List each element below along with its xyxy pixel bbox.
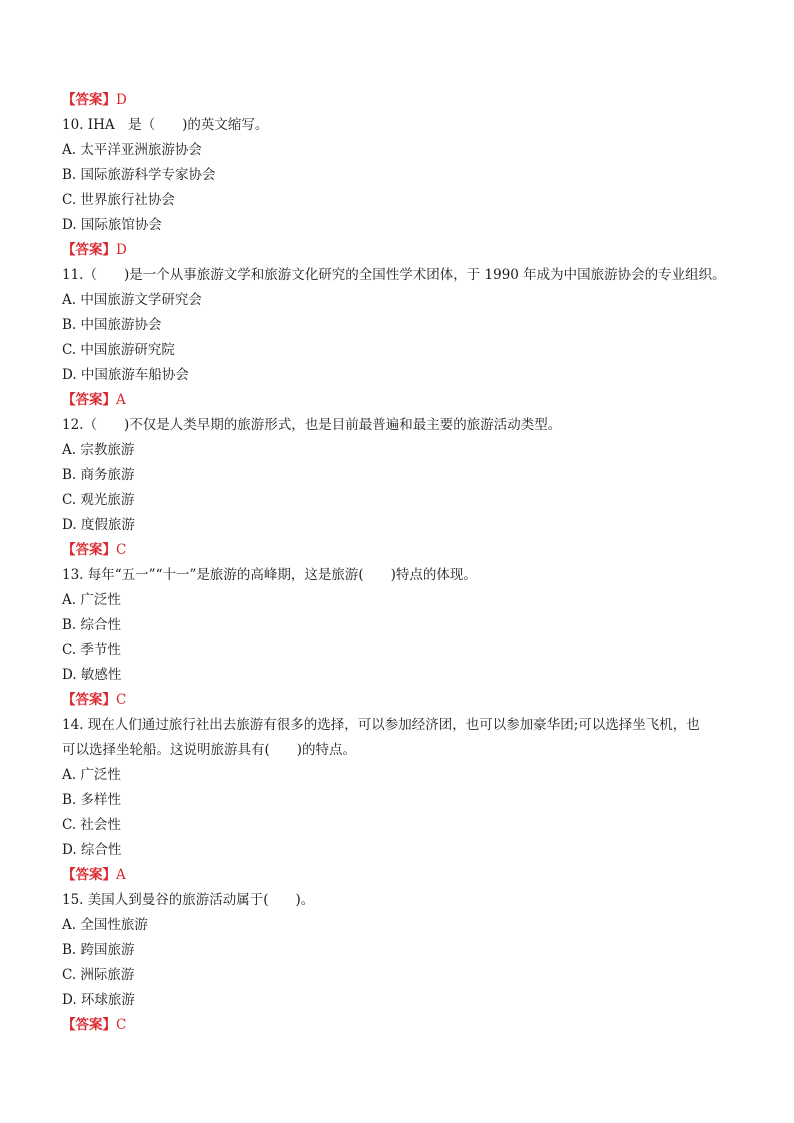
answer-label: 【答案】: [62, 692, 116, 708]
option-text: B. 国际旅游科学专家协会: [62, 167, 216, 183]
option-text: A. 中国旅游文学研究会: [62, 292, 202, 308]
option-text: A. 广泛性: [62, 767, 121, 783]
option-text: D. 敏感性: [62, 667, 122, 683]
answer-value: A: [116, 392, 126, 408]
answer-value: D: [116, 242, 127, 258]
option-text: D. 度假旅游: [62, 517, 135, 533]
option-text: C. 世界旅行社协会: [62, 192, 175, 208]
answer-line: [62, 688, 742, 713]
option-text: C. 洲际旅游: [62, 967, 135, 983]
question-text: 14. 现在人们通过旅行社出去旅游有很多的选择，可以参加经济团，也可以参加豪华团;可以选择坐飞机，也: [62, 717, 700, 733]
option-text: C. 季节性: [62, 642, 121, 658]
answer-line: [62, 388, 742, 413]
answer-line: [62, 238, 742, 263]
option-text: B. 跨国旅游: [62, 942, 135, 958]
option-text: D. 国际旅馆协会: [62, 217, 162, 233]
answer-line: [62, 88, 742, 113]
answer-value: D: [116, 92, 127, 108]
option-text: C. 观光旅游: [62, 492, 135, 508]
option-text: B. 综合性: [62, 617, 122, 633]
answer-label: 【答案】: [62, 392, 116, 408]
option-text: A. 太平洋亚洲旅游协会: [62, 142, 202, 158]
question-text: 10. IHA 是（ )的英文缩写。: [62, 117, 269, 133]
question-text: 12.（ )不仅是人类早期的旅游形式，也是目前最普遍和最主要的旅游活动类型。: [62, 417, 562, 433]
answer-label: 【答案】: [62, 867, 116, 883]
answer-label: 【答案】: [62, 92, 116, 108]
answer-value: C: [116, 692, 127, 708]
option-text: D. 综合性: [62, 842, 122, 858]
answer-value: A: [116, 867, 126, 883]
answer-label: 【答案】: [62, 542, 116, 558]
option-text: B. 商务旅游: [62, 467, 135, 483]
option-text: C. 社会性: [62, 817, 121, 833]
answer-label: 【答案】: [62, 242, 116, 258]
option-text: C. 中国旅游研究院: [62, 342, 175, 358]
option-text: A. 广泛性: [62, 592, 121, 608]
option-text: A. 宗教旅游: [62, 442, 135, 458]
question-text: 15. 美国人到曼谷的旅游活动属于( )。: [62, 892, 315, 908]
answer-label: 【答案】: [62, 1017, 116, 1033]
answer-value: C: [116, 542, 127, 558]
option-text: B. 多样性: [62, 792, 122, 808]
option-text: A. 全国性旅游: [62, 917, 148, 933]
answer-line: [62, 538, 742, 563]
option-text: D. 中国旅游车船协会: [62, 367, 189, 383]
answer-line: [62, 1013, 742, 1038]
option-text: B. 中国旅游协会: [62, 317, 162, 333]
option-text: D. 环球旅游: [62, 992, 135, 1008]
answer-value: C: [116, 1017, 127, 1033]
answer-line: [62, 863, 742, 888]
question-text: 11.（ )是一个从事旅游文学和旅游文化研究的全国性学术团体，于 1990 年成为中国旅游协会的专业组织。: [62, 267, 726, 283]
document-body: [62, 88, 742, 1038]
question-text: 可以选择坐轮船。这说明旅游具有( )的特点。: [62, 742, 357, 758]
question-text: 13. 每年“五一”“十一”是旅游的高峰期，这是旅游( )特点的体现。: [62, 567, 477, 583]
